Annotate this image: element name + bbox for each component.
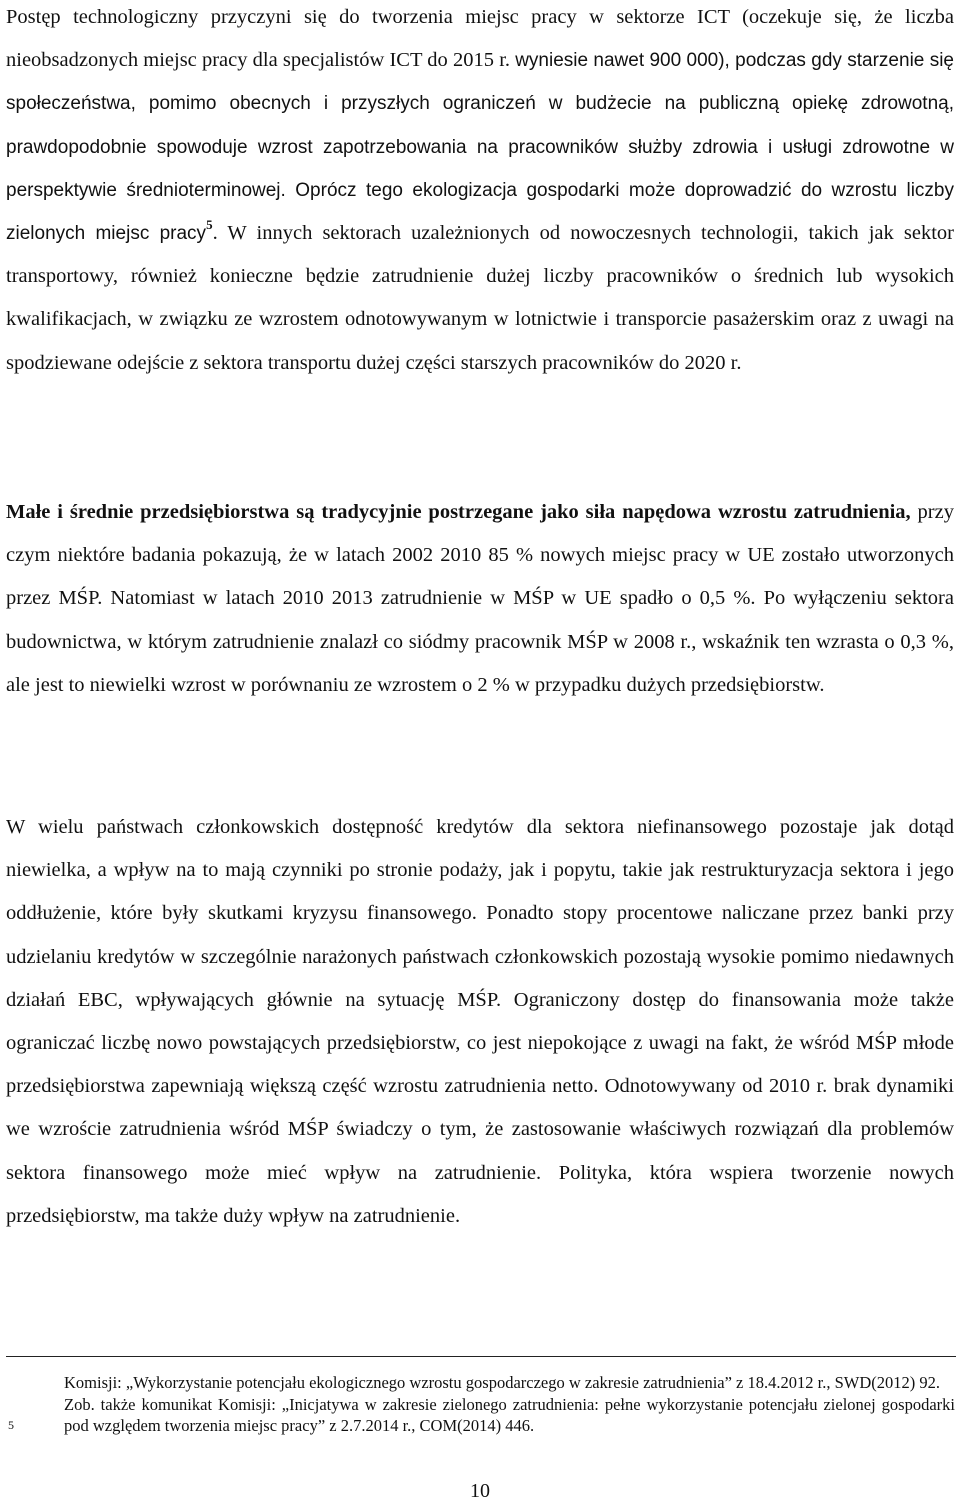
paragraph-credit-access [6,806,954,1238]
bold-lead-sentence: Małe i średnie przedsiębiorstwa są tradycyjnie postrzegane jako siła napędowa wzrostu zatrudnienia, [6,501,911,523]
paragraph-segment: . W innych sektorach uzależnionych od nowoczesnych technologii, takich jak sektor transportowy, również konieczne będzie zatrudnienie dużej liczby pracowników o średnich lub wysokich kwalifikacjach, w związku ze wzrostem odnotowywanym w lotnictwie i transporcie pasażerskim oraz z uwagi na spodziewane odejście z sektora transportu dużej części starszych pracowników do 2020 r. [6,222,954,374]
paragraph-sme-employment [6,491,954,707]
footnote-separator [6,1356,956,1357]
footnote-text [64,1372,955,1437]
paragraph-segment: Postęp technologiczny przyczyni się do tworzenia miejsc pracy w sektorze ICT (oczekuje się, że liczba nieobsadzonych miejsc pracy dla specjalistów ICT do 2015 r. [6,6,954,72]
footnote-reference[interactable]: 5 [206,217,213,233]
paragraph-segment: wyniesie nawet 900 000), podczas gdy starzenie się społeczeństwa, pomimo obecnych i przyszłych ograniczeń w budżecie na publiczną opiekę zdrowotną, prawdopodobnie spowoduje wzrost zapotrzebowania na pracowników służby zdrowia i usługi zdrowotne w perspektywie średnioterminowej. Oprócz tego ekologizacja gospodarki może doprowadzić do wzrostu liczby zielonych miejsc pracy [6,50,954,245]
footnote-number: 5 [8,1418,14,1432]
footnote-line: Komisji: „Wykorzystanie potencjału ekologicznego wzrostu gospodarczego w zakresie zatrudnienia” z 18.4.2012 r., SWD(2012) 92. [64,1373,940,1392]
page-number: 10 [470,1480,490,1502]
paragraph-segment: W wielu państwach członkowskich dostępność kredytów dla sektora niefinansowego pozostaje jak dotąd niewielka, a wpływ na to mają czynniki po stronie podaży, jak i popytu, takie jak restrukturyzacja sektora i jego oddłużenie, które były skutkami kryzysu finansowego. Ponadto stopy procentowe naliczane przez banki przy udzielaniu kredytów w szczególnie narażonych państwach członkowskich pozostają wysokie pomimo niedawnych działań EBC, wpływających głównie na sytuację MŚP. Ograniczony dostęp do finansowania może także ograniczać liczbę nowo powstających przedsiębiorstw, co jest niepokojące z uwagi na fakt, że wśród MŚP młode przedsiębiorstwa zapewniają większą część wzrostu zatrudnienia netto. Odnotowywany od 2010 r. brak dynamiki we wzroście zatrudnienia wśród MŚP świadczy o tym, że zastosowanie właściwych rozwiązań dla problemów sektora finansowego może mieć wpływ na zatrudnienie. Polityka, która wspiera tworzenie nowych przedsiębiorstw, ma także duży wpływ na zatrudnienie. [6,816,954,1227]
paragraph-ict-employment [6,0,954,385]
footnote-line: Zob. także komunikat Komisji: „Inicjatywa w zakresie zielonego zatrudnienia: pełne wykorzystanie potencjału zielonej gospodarki pod względem tworzenia miejsc pracy” z 2.7.2014 r., COM(2014) 446. [64,1394,955,1435]
paragraph-segment: przy czym niektóre badania pokazują, że w latach 2002 2010 85 % nowych miejsc pracy w UE zostało utworzonych przez MŚP. Natomiast w latach 2010 2013 zatrudnienie w MŚP w UE spadło o 0,5 %. Po wyłączeniu sektora budownictwa, w którym zatrudnienie znalazł co siódmy pracownik MŚP w 2008 r., wskaźnik ten wzrasta o 0,3 %, ale jest to niewielki wzrost w porównaniu ze wzrostem o 2 % w przypadku dużych przedsiębiorstw. [6,501,954,696]
